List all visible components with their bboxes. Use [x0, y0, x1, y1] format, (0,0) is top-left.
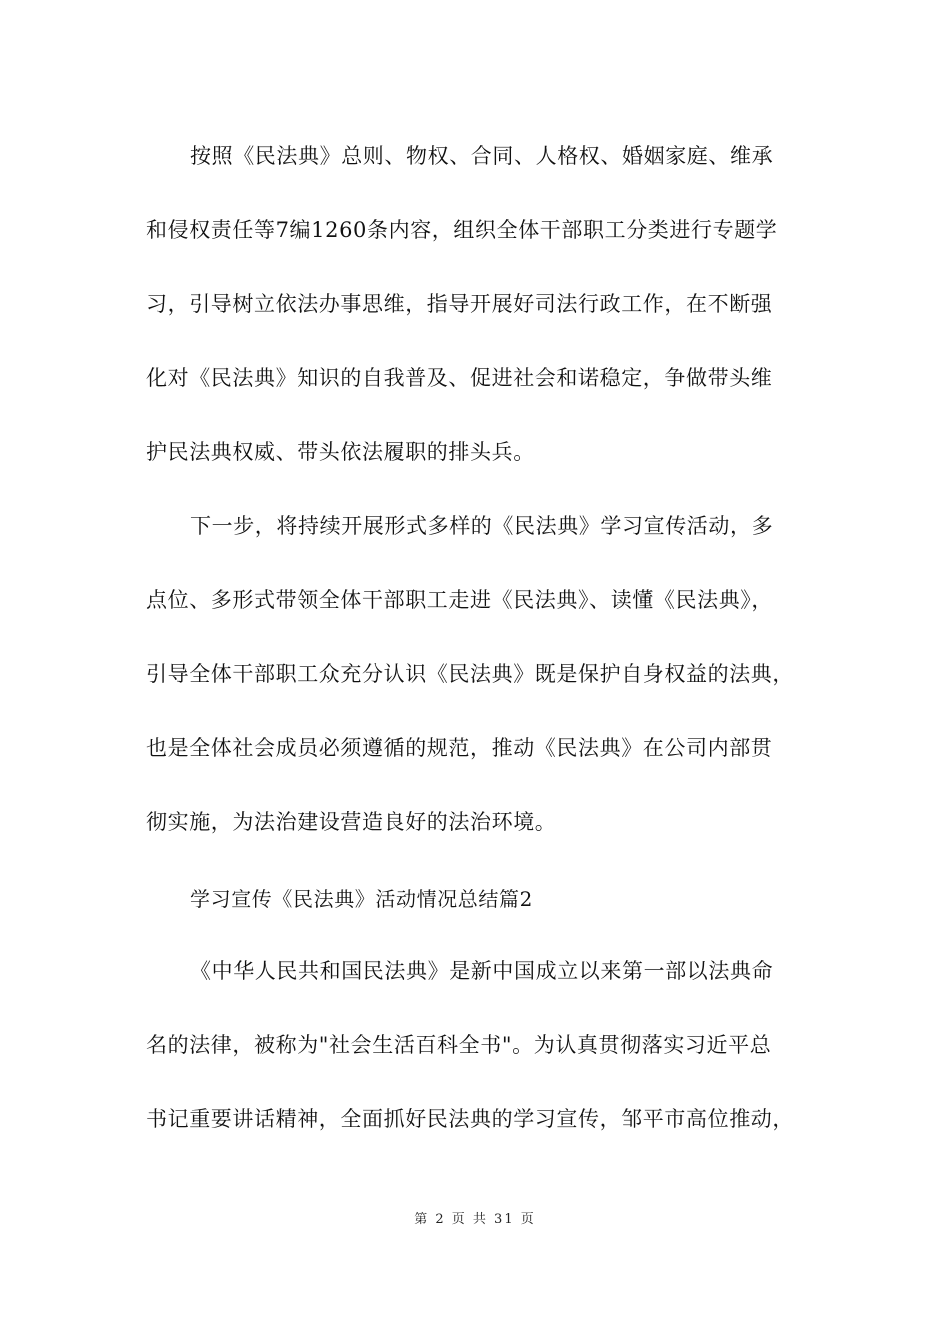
paragraph-2-line-4: 也是全体社会成员必须遵循的规范，推动《民法典》在公司内部贯: [146, 736, 773, 760]
paragraph-2-line-5: 彻实施，为法治建设营造良好的法治环境。: [146, 810, 557, 834]
paragraph-1-line-4: 化对《民法典》知识的自我普及、促进社会和诺稳定，争做带头维: [146, 366, 773, 390]
paragraph-3-line-1: 《中华人民共和国民法典》是新中国成立以来第一部以法典命: [190, 959, 774, 983]
paragraph-2-line-3: 引导全体干部职工众充分认识《民法典》既是保护自身权益的法典，: [146, 662, 794, 686]
paragraph-1-line-1: 按照《民法典》总则、物权、合同、人格权、婚姻家庭、维承: [190, 144, 774, 168]
paragraph-2-line-2: 点位、多形式带领全体干部职工走进《民法典》、读懂《民法典》，: [146, 588, 773, 612]
paragraph-3-line-2: 名的法律，被称为"社会生活百科全书"。为认真贯彻落实习近平总: [146, 1033, 772, 1057]
paragraph-1-line-2: 和侵权责任等7编1260条内容，组织全体干部职工分类进行专题学: [146, 218, 778, 242]
paragraph-1-line-3: 习，引导树立依法办事思维，指导开展好司法行政工作，在不断强: [146, 292, 773, 316]
paragraph-2-line-1: 下一步，将持续开展形式多样的《民法典》学习宣传活动，多: [190, 514, 774, 538]
section-heading: 学习宣传《民法典》活动情况总结篇2: [190, 887, 533, 911]
paragraph-1-line-5: 护民法典权威、带头依法履职的排头兵。: [146, 440, 535, 464]
paragraph-3-line-3: 书记重要讲话精神，全面抓好民法典的学习宣传，邹平市高位推动，: [146, 1107, 794, 1131]
page-number-footer: 第 2 页 共 31 页: [414, 1212, 536, 1227]
